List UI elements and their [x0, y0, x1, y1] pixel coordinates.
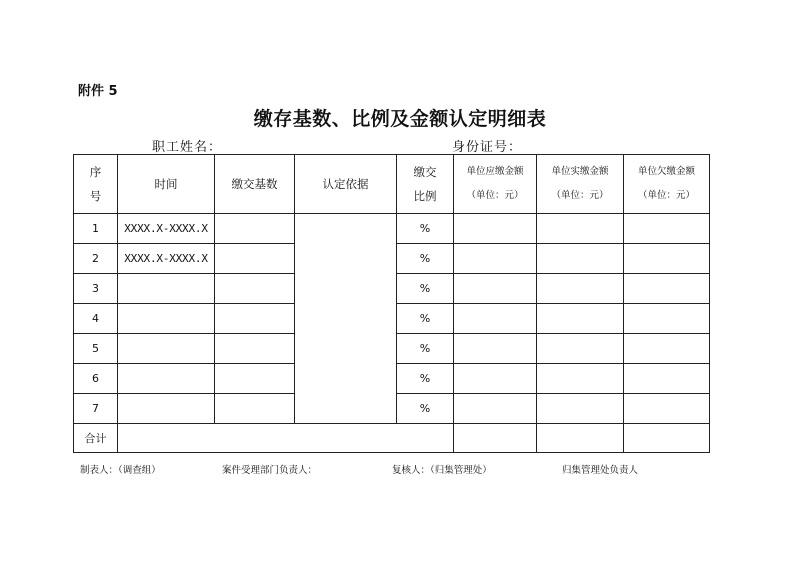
header-base: 缴交基数: [215, 155, 295, 214]
row-payable-cell: [454, 334, 537, 364]
total-payable-cell: [454, 424, 537, 453]
page-title: 缴存基数、比例及金额认定明细表: [253, 108, 547, 130]
row-paid-cell: [537, 304, 624, 334]
row-number: 7: [74, 394, 118, 424]
row-paid-cell: [537, 244, 624, 274]
annex-label: 附件 5: [78, 84, 118, 99]
division-head-label: 归集管理处负责人: [562, 465, 639, 476]
row-owed-cell: [624, 214, 710, 244]
row-number: 1: [74, 214, 118, 244]
row-base-cell: [215, 244, 295, 274]
row-payable-cell: [454, 244, 537, 274]
row-paid-cell: [537, 364, 624, 394]
row-ratio: %: [397, 214, 454, 244]
row-number: 5: [74, 334, 118, 364]
table-row: [74, 214, 710, 244]
total-label: 合计: [74, 424, 118, 453]
row-number: 4: [74, 304, 118, 334]
row-owed-cell: [624, 394, 710, 424]
row-ratio: %: [397, 244, 454, 274]
id-number-label: 身份证号：: [452, 140, 523, 155]
total-merged-cell: [118, 424, 454, 453]
employee-name-label: 职工姓名：: [152, 140, 223, 155]
row-owed-cell: [624, 244, 710, 274]
row-time: [118, 364, 215, 394]
row-number: 3: [74, 274, 118, 304]
detail-table: [73, 154, 710, 453]
row-base-cell: [215, 394, 295, 424]
row-time: [118, 304, 215, 334]
row-owed-cell: [624, 334, 710, 364]
row-paid-cell: [537, 274, 624, 304]
row-time: [118, 334, 215, 364]
row-time: XXXX.X-XXXX.X: [118, 244, 215, 274]
row-paid-cell: [537, 334, 624, 364]
total-row: [74, 424, 710, 453]
row-base-cell: [215, 304, 295, 334]
row-paid-cell: [537, 394, 624, 424]
preparer-label: 制表人：（调查组）: [80, 465, 161, 476]
row-base-cell: [215, 334, 295, 364]
row-owed-cell: [624, 304, 710, 334]
header-payable: 单位应缴金额 （单位：元）: [454, 155, 537, 214]
header-basis: 认定依据: [295, 155, 397, 214]
row-time: [118, 394, 215, 424]
row-time: XXXX.X-XXXX.X: [118, 214, 215, 244]
row-ratio: %: [397, 394, 454, 424]
total-paid-cell: [537, 424, 624, 453]
row-ratio: %: [397, 274, 454, 304]
row-ratio: %: [397, 364, 454, 394]
header-paid: 单位实缴金额 （单位：元）: [537, 155, 624, 214]
row-ratio: %: [397, 304, 454, 334]
row-base-cell: [215, 364, 295, 394]
dept-head-label: 案件受理部门负责人：: [222, 465, 318, 476]
header-seq: 序 号: [74, 155, 118, 214]
row-base-cell: [215, 274, 295, 304]
total-owed-cell: [624, 424, 710, 453]
row-payable-cell: [454, 394, 537, 424]
reviewer-label: 复核人：（归集管理处）: [392, 465, 492, 476]
row-payable-cell: [454, 364, 537, 394]
row-number: 6: [74, 364, 118, 394]
header-owed: 单位欠缴金额 （单位：元）: [624, 155, 710, 214]
row-payable-cell: [454, 214, 537, 244]
header-row: [74, 155, 710, 214]
row-time: [118, 274, 215, 304]
row-number: 2: [74, 244, 118, 274]
row-payable-cell: [454, 274, 537, 304]
basis-merged-cell: [295, 214, 397, 424]
row-base-cell: [215, 214, 295, 244]
row-owed-cell: [624, 274, 710, 304]
header-ratio: 缴交 比例: [397, 155, 454, 214]
row-ratio: %: [397, 334, 454, 364]
row-payable-cell: [454, 304, 537, 334]
header-time: 时间: [118, 155, 215, 214]
row-paid-cell: [537, 214, 624, 244]
row-owed-cell: [624, 364, 710, 394]
